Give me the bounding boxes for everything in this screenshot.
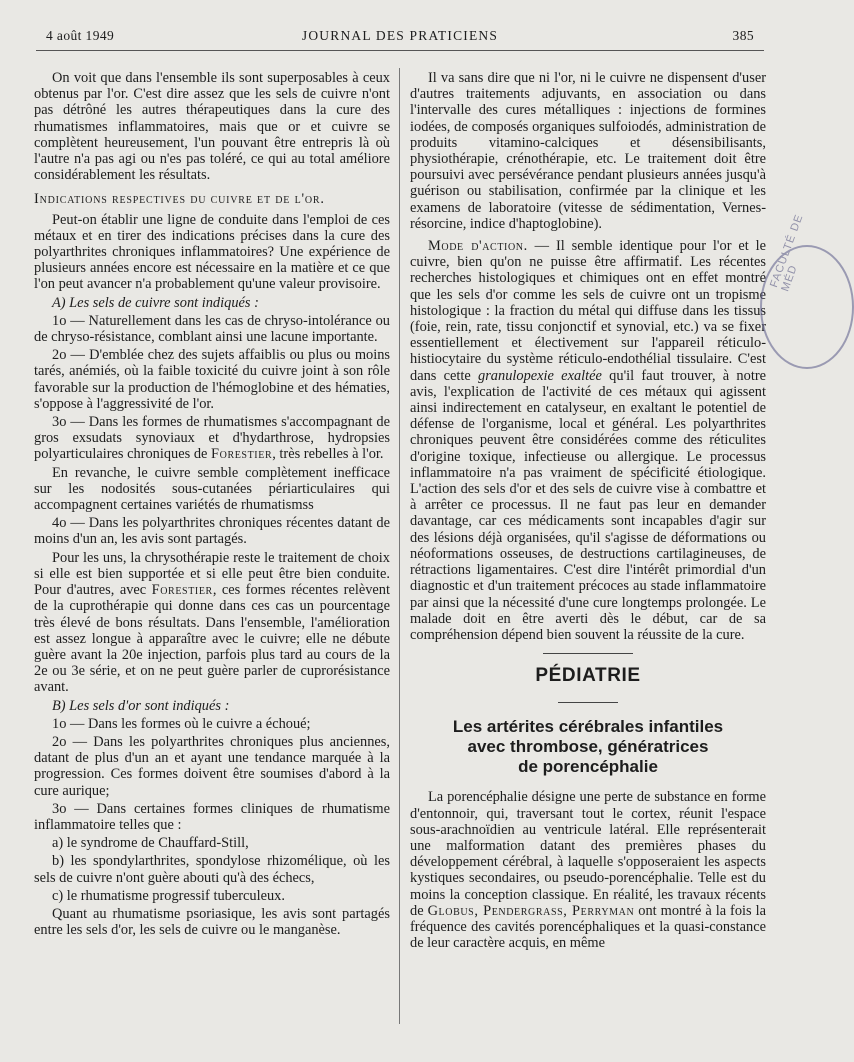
list-item: 1o — Dans les formes où le cuivre a échoué; xyxy=(52,715,311,732)
library-stamp xyxy=(760,212,854,369)
section-subheading: Mode d'action. xyxy=(428,238,528,255)
paragraph: Quant au rhumatisme psoriasique, les avis sont partagés entre les sels d'or, les sels de cuivre ou le manganèse. xyxy=(34,905,390,939)
author-name: Forestier xyxy=(211,446,273,463)
section-rule xyxy=(543,653,633,654)
text-run: , très rebelles à l'or. xyxy=(272,446,384,463)
text-run: — Il semble identique pour l'or et le cuivre, bien qu'on ne puisse être affirmatif. Les récentes recherches histologiques et chimiques ont en effet montré que les sels d'or comme les sels de cuivre ont un tropisme histologique : la fraction du métal qui diffuse dans les tissus (foie, rein, rate, tissu conjonctif et synovial, etc.) va se fixer essentiellement et électivement sur l'appareil réticulo-histiocytaire du système réticulo-endothélial tissulaire. C'est dans cette xyxy=(410,238,766,384)
left-column xyxy=(34,70,390,940)
section-subheading: Indications respectives du cuivre et de l'or. xyxy=(34,191,325,208)
emphasis: granulopexie exaltée xyxy=(478,367,602,384)
section-title: PÉDIATRIE xyxy=(535,665,641,687)
article-title xyxy=(410,717,766,777)
section-rule xyxy=(558,702,618,703)
article-title-line: de porencéphalie xyxy=(518,757,658,777)
paragraph xyxy=(410,789,766,951)
article-title-line: Les artérites cérébrales infantiles xyxy=(452,717,724,737)
header-date: 4 août 1949 xyxy=(46,28,115,43)
article-title-line: avec thrombose, génératrices xyxy=(467,737,709,757)
list-item: 2o — Dans les polyarthrites chroniques plus anciennes, datant de plus d'un an et ayant une tendance marquée à la progression. Ces formes doivent être soumises d'abord à la cure aurique; xyxy=(34,733,390,799)
stamp-text: FACULTÉ DE MÉD xyxy=(768,212,806,294)
text-run: ont montré à la fois la fréquence des cavités porencéphaliques et la quasi-constance de leur caractère acquis, en même xyxy=(410,902,766,952)
paragraph: Peut-on établir une ligne de conduite dans l'emploi de ces métaux et en tirer des indications précises dans la cure des polyarthrites chroniques inflammatoires? Une expérience de plusieurs années encore est nécessaire en la matière et ce que l'on peut avancer n'a probablement qu'une valeur provisoire. xyxy=(34,211,390,293)
header-rule xyxy=(36,50,764,51)
right-column xyxy=(410,70,766,953)
text-run: qu'il faut trouver, à notre avis, l'explication de l'activité de ces métaux qui agissent ainsi indirectement en catalyseur, en exaltant le potentiel de défense de l'organisme, local et général. Les polyarthrites chroniques peuvent être considérées comme des réticulites d'origine toxique, infectieuse ou allergique. Le processus inflammatoire n'a pas vraiment de spécificité étiologique. L'action des sels d'or et des sels de cuivre vise à combattre et à arrêter ce processus. Il ne faut pas leur en demander davantage, car ces médicaments sont incapables d'agir sur des lésions déjà organisées, qu'il s'agisse de déformations ou néoformations osseuses, de destructions cartilagineuses, de rétractions ligamentaires. C'est dire l'intérêt primordial d'un diagnostic et d'un traitement précoces au stade inflammatoire par ainsi que la nécessité d'une cure longtemps prolongée. Le malade doit en être averti dès le début, car de sa compréhension dépend bien souvent la réussite de la cure. xyxy=(410,367,767,643)
column-divider xyxy=(399,68,400,1024)
paragraph: On voit que dans l'ensemble ils sont superposables à ceux obtenus par l'or. C'est dire assez que les sels de cuivre n'ont pas détrôné les autres thérapeutiques dans la cure des rhumatismes inflammatoires, mais que or et cuivre se complètent heureusement, l'un pouvant être entrepris là où l'autre n'a pas agi ou n'es pas toléré, ce qui au total améliore considérablement les résultats. xyxy=(34,70,390,184)
list-item: 2o — D'emblée chez des sujets affaiblis ou plus ou moins tarés, anémiés, où la faible toxicité du cuivre joint à son rôle favorable sur la production de l'hémoglobine et des hématies, s'oppose à l'aggressivité de l'or. xyxy=(34,347,390,412)
list-item: 1o — Naturellement dans les cas de chryso-intolérance ou de chryso-résistance, comblant ainsi une lacune importante. xyxy=(34,312,390,346)
text-run: 3o — Dans les formes de rhumatismes s'accompagnant de gros exsudats synoviaux et d'hydarthrose, hydropsies polyarticulaires chroniques de xyxy=(34,414,390,463)
author-names: Globus, Pendergrass, Perryman xyxy=(427,902,635,919)
sub-item: c) le rhumatisme progressif tuberculeux. xyxy=(52,887,285,904)
sub-item: a) le syndrome de Chauffard-Still, xyxy=(52,835,249,852)
text-run: , ces formes récentes relèvent de la cuprothérapie qui donne dans ces cas un pourcentage très élevé de bons résultats. Dans l'ensemble, l'amélioration est assez longue à apparaître avec le cuivre; elle ne débute guère avant la 20e injection, parfois plus tard au cours de la 2e ou 3e série, et on ne peut guère parler de cuprorésistance avant. xyxy=(34,582,390,696)
sub-item: b) les spondylarthrites, spondylose rhizomélique, où les sels de cuivre n'ont guère abouti qu'à des échecs, xyxy=(34,853,390,886)
author-name: Forestier xyxy=(151,582,213,599)
journal-title: JOURNAL DES PRATICIENS xyxy=(301,28,499,43)
running-header xyxy=(46,28,754,48)
list-heading: B) Les sels d'or sont indiqués : xyxy=(52,697,230,714)
paragraph: Il va sans dire que ni l'or, ni le cuivre ne dispensent d'user d'autres traitements adjuvants, en association ou dans l'intervalle des cures métalliques : injections de formines iodées, de composés organiques sulfoiodés, administration de produits vitamino-calciques et désensibilisants, physiothérapie, crénothérapie, etc. Le traitement doit être poursuivi avec persévérance pendant plusieurs années jusqu'à guérison ou stabilisation, confirmée par la clinique et les examens de laboratoire (vitesse de sédimentation, Vernes-résorcine, indice d'haptoglobine). xyxy=(410,70,766,232)
page-number: 385 xyxy=(732,28,754,43)
text-run: La porencéphalie désigne une perte de substance en forme d'entonnoir, qui, traversant tout le cortex, réunit l'espace sous-arachnoïdien au ventricule latéral. Elle représenterait une malformation datant des premières phases du développement cérébral, à laquelle s'opposeraient les aspects kystiques secondaires, ou pseudo-porencéphalie. Telle est du moins la conception classique. En réalité, les travaux récents de xyxy=(410,789,766,919)
list-item xyxy=(34,414,390,463)
paragraph: En revanche, le cuivre semble complètement inefficace sur les nodosités sous-cutanées périarticulaires qui accompagnent certaines variétés de rhumatismss xyxy=(34,464,390,514)
paragraph xyxy=(410,238,766,643)
list-item: 3o — Dans certaines formes cliniques de rhumatisme inflammatoire telles que : xyxy=(34,800,390,833)
list-heading: A) Les sels de cuivre sont indiqués : xyxy=(52,294,259,311)
list-item: 4o — Dans les polyarthrites chroniques récentes datant de moins d'un an, les avis sont partagés. xyxy=(34,515,390,548)
text-run: Pour les uns, la chrysothérapie reste le traitement de choix si elle est bien supportée et si elle peut être bien conduite. Pour d'autres, avec xyxy=(34,549,390,599)
paragraph xyxy=(34,550,390,696)
